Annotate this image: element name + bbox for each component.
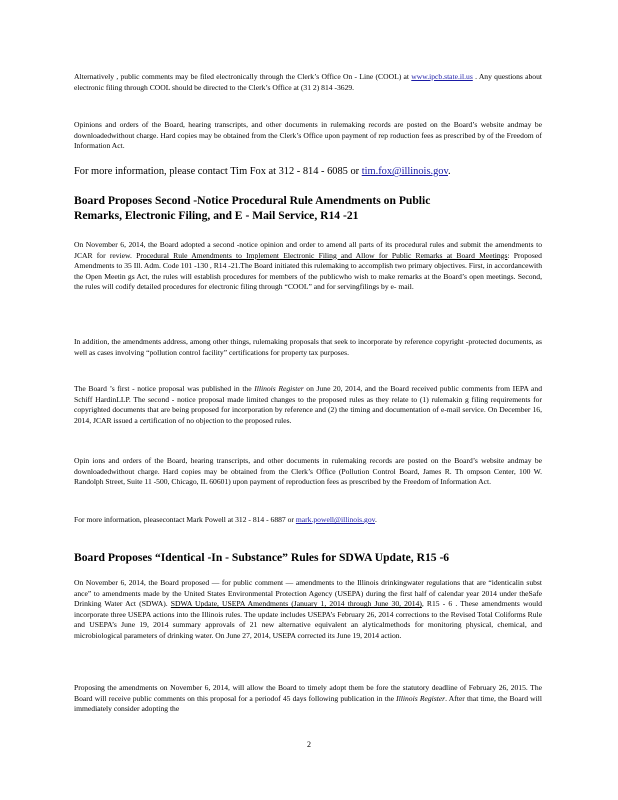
ipcb-website-link[interactable]: www.ipcb.state.il.us [411,72,473,81]
text: : Proposed Amendments to 35 Ill. Adm. Code 101 -130 , R14 -21.The Board initiated this rulemaking to accomplish two primary objectives. First, in accordancewith the Open Meetin gs Act, the rules will establish procedures for members of the publicwho wish to make remarks at the Board’s open meetings. Second, the rules will codify detailed procedures for electronic filing through “COOL” and for servingfilings by e- mail. [74,250,542,292]
text: on June 20, 2014, and the Board received public comments from IEPA and Schiff HardinLLP. The second - notice proposal made limited changes to the proposed rules as they relate to (1) rulemakin g filing requirements for copyrighted documents that are being proposed for incorporation by reference and (2) the timing and documentation of e-mail service. On December 16, 2014, JCAR issued a certification of no objection to the proposed rules. [74,384,543,425]
text: . After that time, the Board will immediately consider adopting the [74,693,542,714]
text: On November 6, 2014, the Board proposed — for public comment — amendments to the Illinois drinkingwater regulations that are “identicalin subst ance” to amendments made by the United States Environmental Protection Agency (USEPA) during the first half of calendar year 2014 under theSafe Drinking Water Act (SDWA). [74,578,542,609]
text: . [374,515,377,524]
r15-6-paragraph-2 [74,683,542,715]
r14-21-contact-line [74,515,542,526]
section-heading-r15-6: Board Proposes “Identical -In - Substance” Rules for SDWA Update, R15 -6 [74,551,450,564]
mark-powell-email-link[interactable]: mark.powell@illinois.gov [295,515,375,524]
text: Alternatively , public comments may be filed electronically through the Clerk’s Office On - Line (COOL) at [74,72,409,81]
section-heading-r14-21: Board Proposes Second -Notice Procedural Rule Amendments on Public Remarks, Electronic Filing, and E - Mail Service, R14 -21 [74,194,431,222]
r14-21-paragraph-3 [74,384,542,426]
opinions-orders-paragraph: Opinions and orders of the Board, hearing transcripts, and other documents in rulemaking records are posted on the Board’s website andmay be downloadedwithout charge. Hard copies may be obtained from the Clerk’s Office upon payment of rep roduction fees as prescribed by of the Freedom of Information Act. [74,120,542,151]
text: For more information, please contact Tim Fox at 312 - 814 - 6085 or [74,166,360,177]
r15-6-paragraph-1 [74,578,542,642]
r14-21-paragraph-2: In addition, the amendments address, among other things, rulemaking proposals that seek to incorporate by reference copyright -protected documents, as well as cases involving “pollution control facility” certifications for property tax purposes. [74,337,542,357]
underlined-title: rocedural Rule Amendments to Implement Electronic Filing and Allow for Public Remarks at Board Meetings [140,250,508,260]
underlined-title: SDWA Update, USEPA Amendments (January 1, 2014 through June 30, 2014) [170,599,422,609]
r14-21-paragraph-1 [74,240,542,293]
page-number: 2 [307,740,311,749]
text: . Any questions about electronic filing through COOL should be directed to the Clerk’s Office at (31 2) 814 -3629. [74,72,542,92]
text: Proposing the amendments on November 6, 2014, will allow the Board to timely adopt them be fore the statutory deadline of February 26, 2015. The Board will receive public comments on this proposal for a periodof 45 days following publication in the [74,683,542,703]
contact-info-line [74,165,542,178]
text: The Board ’s first - notice proposal was published in the [74,384,252,393]
r14-21-paragraph-4: Opin ions and orders of the Board, hearing transcripts, and other documents in rulemaking records are posted on the Board’s website andmay be downloadedwithout charge. Hard copies may be obtained from the Clerk’s Office (Pollution Control Board, James R. Th ompson Center, 100 W. Randolph Street, Suite 11 -500, Chicago, IL 60601) upon payment of reproduction fees as prescribed by the Freedom of Information Act. [74,456,542,487]
text: For more information, pleasecontact Mark Powell at 312 - 814 - 6887 or [74,515,294,524]
publication-title: Illinois Register [254,384,304,393]
public-comments-paragraph [74,72,542,93]
text: , R15 - 6 . These amendments would incorporate three USEPA actions into the Illinois rules. The update includes USEPA’s February 26, 2014 corrections to the Revised Total Coliforms Rule and USEPA’s June 19, 2014 summary approvals of 21 new alternative equivalent an alyticalmethods for monitoring physical, chemical, and microbiological parameters of drinking water. On June 27, 2014, USEPA corrected its June 19, 2014 action. [74,599,542,640]
publication-title: Illinois Register [396,693,446,703]
tim-fox-email-link[interactable]: tim.fox@illinois.gov [361,166,448,177]
text: On November 6, 2014, the Board adopted a second -notice opinion and order to amend all parts of its procedural rules and submit the amendments to JCAR for review. P [74,240,542,260]
text: . [448,166,451,177]
